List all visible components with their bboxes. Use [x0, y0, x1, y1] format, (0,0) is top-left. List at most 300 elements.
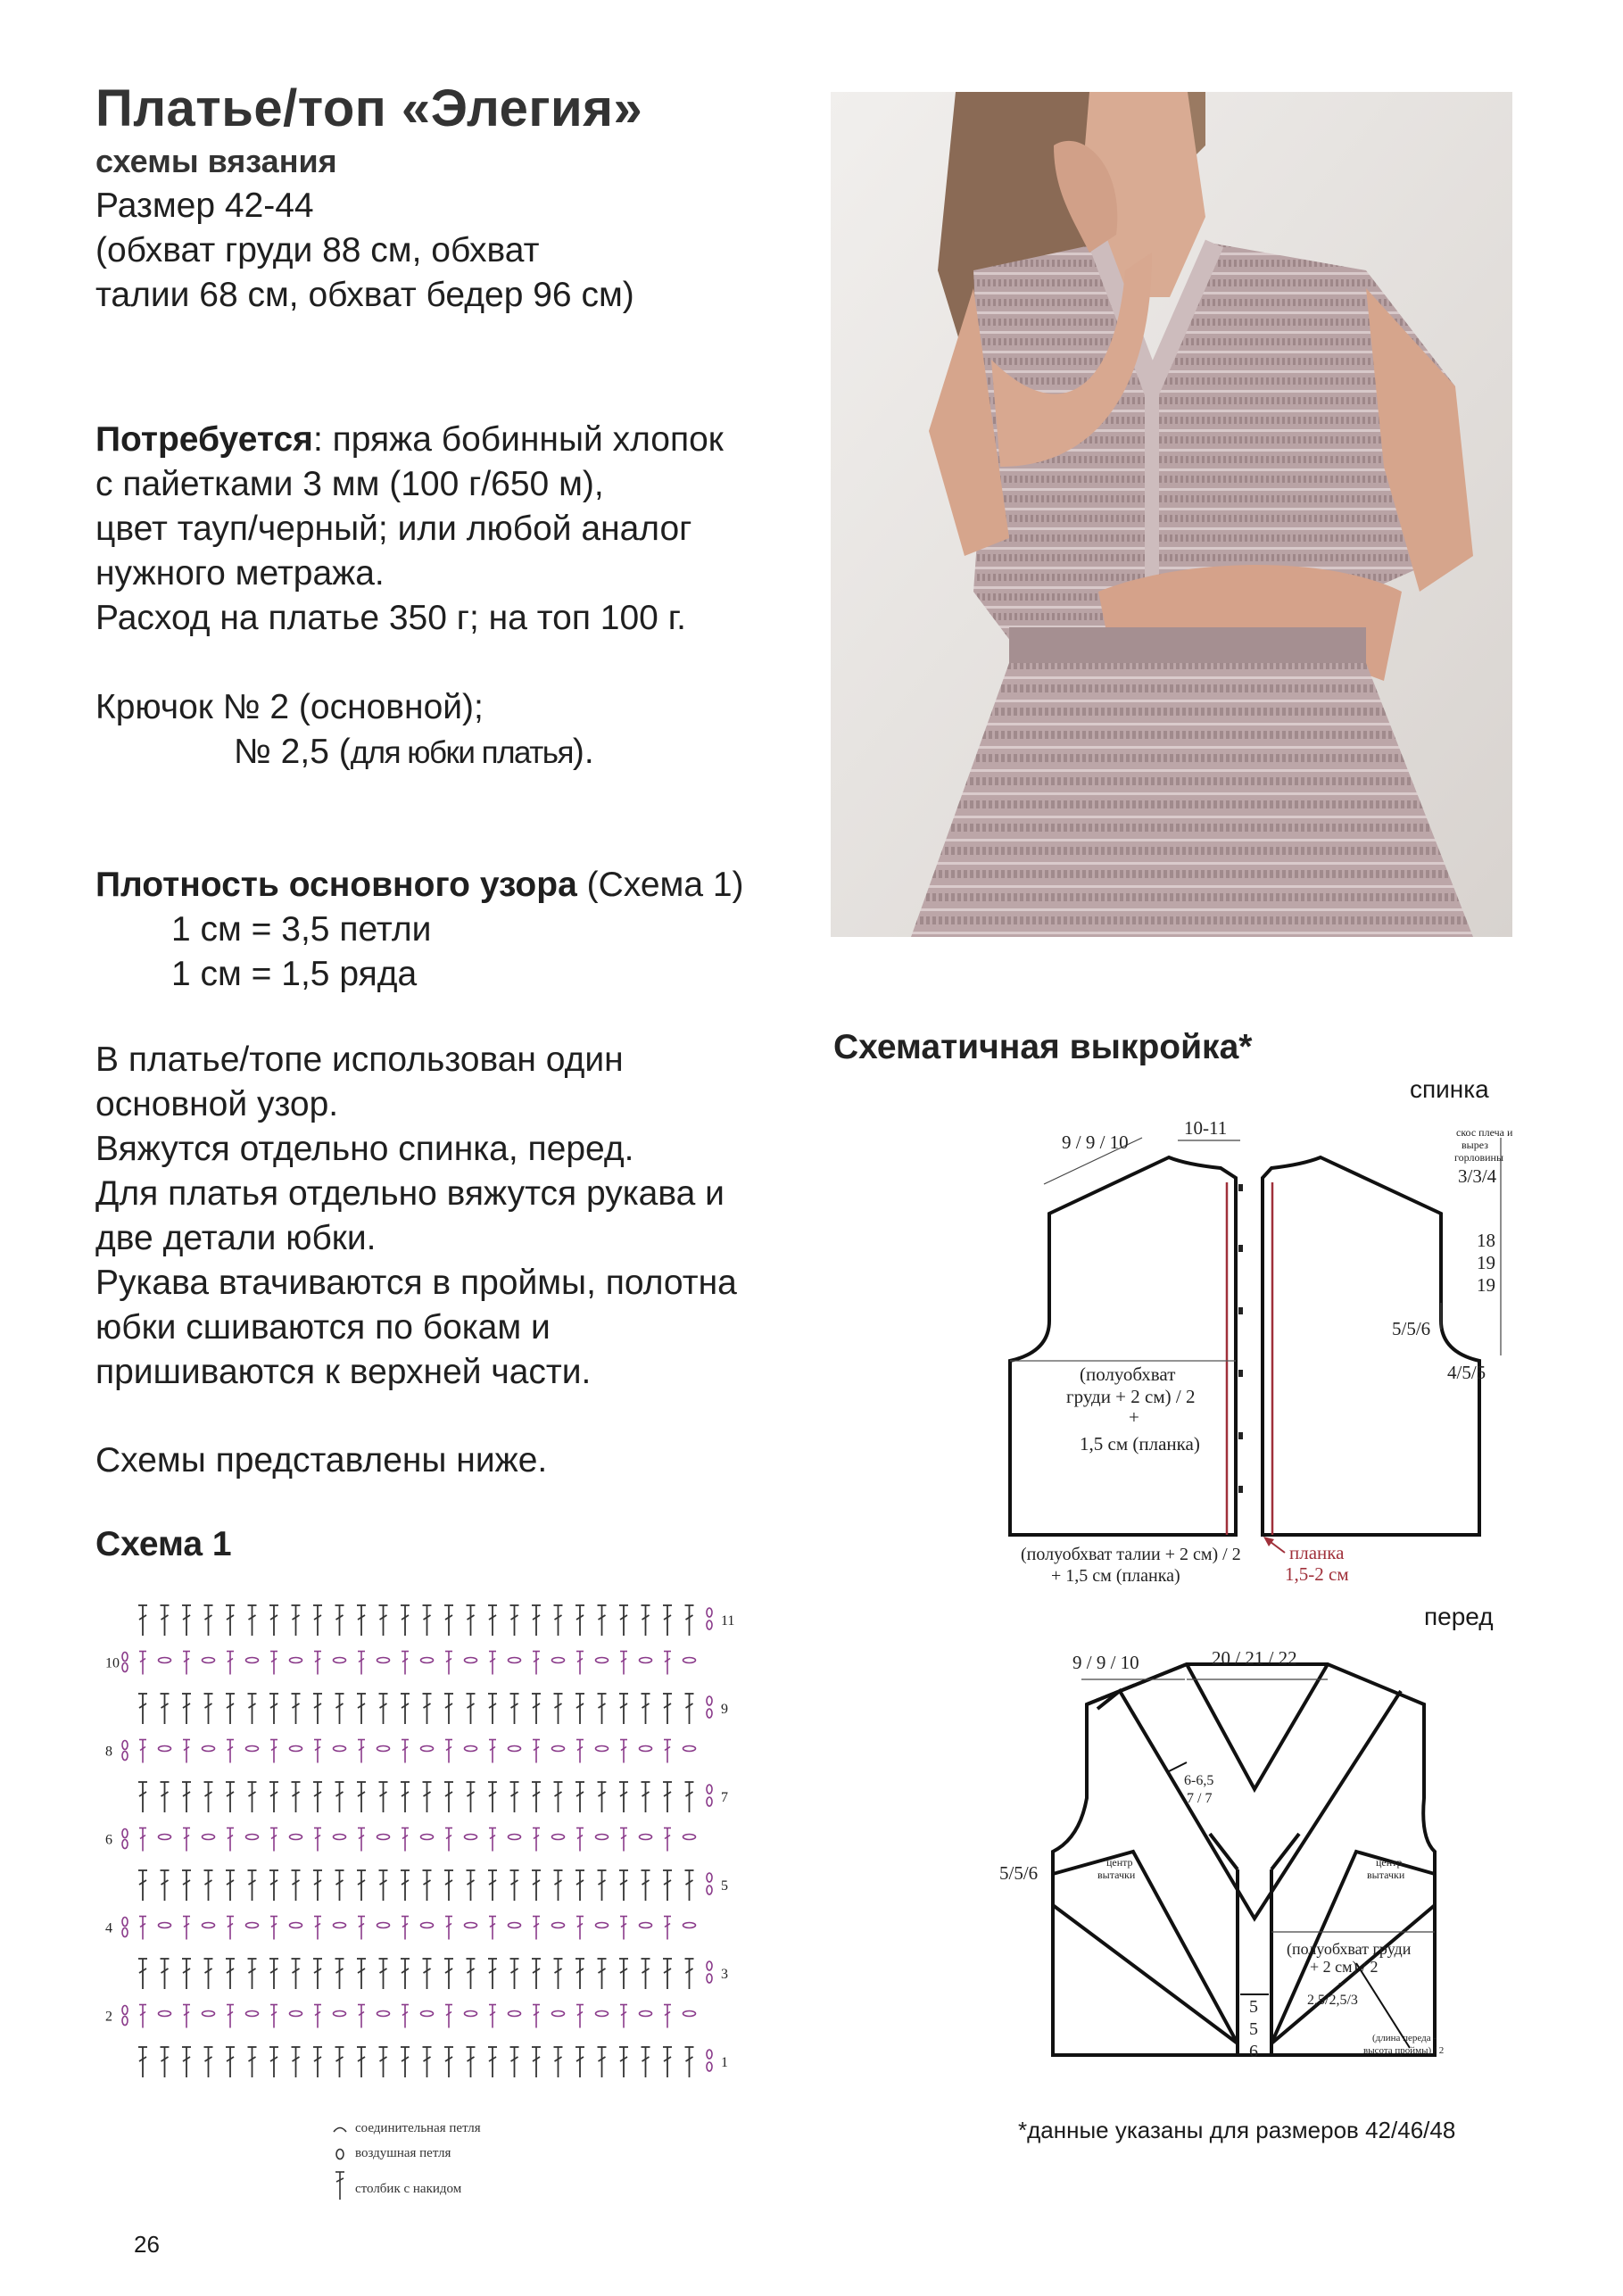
chain-stitch	[290, 1746, 302, 1752]
chart-row-label: 3	[721, 1967, 728, 1982]
double-crochet-stitch	[510, 1694, 519, 1724]
double-crochet-stitch	[204, 1694, 213, 1724]
chain-stitch	[290, 1923, 302, 1928]
double-crochet-stitch	[335, 1870, 344, 1901]
front-dart-value: 2,5/2,5/3	[1307, 1993, 1358, 2008]
front-length-1: (длина переда -	[1372, 2033, 1437, 2043]
double-crochet-stitch	[335, 2047, 344, 2077]
double-crochet-stitch	[510, 1605, 519, 1636]
chain-stitch	[683, 1835, 696, 1840]
double-crochet-stitch	[576, 1828, 584, 1852]
double-crochet-stitch	[182, 1959, 191, 1989]
chart-row-1	[138, 2047, 712, 2077]
consumption-line: Расход на платье 350 г; на топ 100 г.	[95, 599, 687, 637]
double-crochet-stitch	[204, 1959, 213, 1989]
gauge-ref: (Схема 1)	[576, 866, 744, 904]
back-pattern	[990, 1102, 1526, 1606]
front-bust-2: + 2 см) / 2	[1310, 1958, 1379, 1976]
description-line: юбки сшиваются по бокам и	[95, 1308, 551, 1347]
double-crochet-stitch	[510, 2047, 519, 2077]
double-crochet-stitch	[685, 1959, 694, 1989]
double-crochet-stitch	[313, 1870, 322, 1901]
double-crochet-stitch	[664, 1917, 671, 1940]
chain-stitch	[596, 1658, 609, 1663]
description-line: пришиваются к верхней части.	[95, 1353, 592, 1391]
double-crochet-stitch	[269, 1959, 278, 1989]
double-crochet-stitch	[270, 1652, 277, 1675]
double-crochet-stitch	[227, 1917, 234, 1940]
double-crochet-stitch	[402, 1917, 409, 1940]
chain-stitch	[334, 1835, 346, 1840]
double-crochet-stitch	[204, 1782, 213, 1812]
double-crochet-stitch	[532, 1959, 541, 1989]
double-crochet-stitch	[182, 1782, 191, 1812]
double-crochet-stitch	[467, 1694, 476, 1724]
page-title: Платье/топ «Элегия»	[95, 79, 643, 137]
double-crochet-stitch	[357, 1959, 366, 1989]
double-crochet-stitch	[642, 1959, 650, 1989]
legend-slip-stitch	[328, 2119, 596, 2143]
double-crochet-stitch	[139, 2005, 146, 2028]
chain-stitch	[377, 1923, 390, 1928]
double-crochet-stitch	[138, 1782, 147, 1812]
chain-stitch	[596, 1835, 609, 1840]
double-crochet-stitch	[489, 1828, 496, 1852]
chain-stitch	[290, 1835, 302, 1840]
double-crochet-stitch	[183, 1740, 190, 1763]
double-crochet-stitch	[182, 1694, 191, 1724]
double-crochet-stitch	[444, 1959, 453, 1989]
double-crochet-stitch	[227, 1652, 234, 1675]
chain-stitch	[246, 1746, 259, 1752]
double-crochet-stitch	[664, 1828, 671, 1852]
double-crochet-stitch	[576, 1740, 584, 1763]
double-crochet-stitch	[467, 2047, 476, 2077]
double-crochet-stitch	[401, 1605, 410, 1636]
double-crochet-stitch	[292, 2047, 301, 2077]
hook-close: ).	[572, 733, 594, 771]
double-crochet-stitch	[685, 1605, 694, 1636]
double-crochet-stitch	[532, 1694, 541, 1724]
page-number: 26	[134, 2231, 160, 2258]
chain-stitch	[683, 1923, 696, 1928]
double-crochet-stitch	[248, 2047, 257, 2077]
double-crochet-stitch	[183, 1828, 190, 1852]
chart-row-6	[122, 1828, 696, 1852]
double-crochet-stitch	[488, 1782, 497, 1812]
double-crochet-stitch	[269, 1694, 278, 1724]
double-crochet-stitch	[269, 1870, 278, 1901]
double-crochet-stitch	[663, 2047, 672, 2077]
double-crochet-stitch	[270, 1917, 277, 1940]
double-crochet-stitch	[248, 1782, 257, 1812]
description-line: Вяжутся отдельно спинка, перед.	[95, 1130, 634, 1168]
double-crochet-stitch	[139, 1828, 146, 1852]
hook-size: № 2,5 (	[234, 733, 351, 771]
double-crochet-stitch	[554, 1605, 563, 1636]
double-crochet-stitch	[226, 1959, 235, 1989]
chain-stitch	[246, 1835, 259, 1840]
double-crochet-stitch	[444, 1694, 453, 1724]
chain-stitch	[203, 1835, 215, 1840]
chain-stitch	[640, 1746, 652, 1752]
front-center-3: 6	[1249, 2042, 1258, 2061]
double-crochet-stitch	[423, 1870, 432, 1901]
double-crochet-stitch	[533, 2005, 540, 2028]
double-crochet-stitch	[423, 2047, 432, 2077]
double-crochet-stitch	[269, 2047, 278, 2077]
back-left-outline	[1010, 1157, 1236, 1535]
double-crochet-stitch	[314, 1917, 321, 1940]
double-crochet-stitch	[619, 1959, 628, 1989]
double-crochet-stitch	[510, 1870, 519, 1901]
back-slope-value: 3/3/4	[1458, 1165, 1497, 1187]
measurements-line-1: (обхват груди 88 см, обхват	[95, 231, 540, 269]
double-crochet-stitch	[226, 1870, 235, 1901]
materials-text: : пряжа бобинный хлопок	[312, 420, 724, 459]
double-crochet-stitch	[379, 1870, 388, 1901]
double-crochet-stitch	[183, 1917, 190, 1940]
hook-purpose: для юбки платья	[350, 735, 573, 770]
double-crochet-stitch	[598, 1694, 607, 1724]
chain-stitch	[465, 1658, 477, 1663]
double-crochet-stitch	[642, 1782, 650, 1812]
double-crochet-stitch	[576, 1605, 584, 1636]
back-armhole-2: 19	[1477, 1252, 1495, 1273]
double-crochet-stitch	[533, 1740, 540, 1763]
double-crochet-stitch	[619, 1870, 628, 1901]
chart-row-label: 1	[721, 2055, 728, 2070]
chart-row-label: 9	[721, 1702, 728, 1717]
double-crochet-stitch	[402, 1740, 409, 1763]
back-shoulder-label: 9 / 9 / 10	[1062, 1131, 1129, 1153]
back-slope-note-1: скос плеча и	[1456, 1126, 1513, 1139]
double-crochet-stitch	[402, 1828, 409, 1852]
placket-buttons	[1238, 1184, 1243, 1493]
double-crochet-stitch	[488, 1959, 497, 1989]
double-crochet-stitch	[663, 1782, 672, 1812]
chain-stitch	[377, 1658, 390, 1663]
double-crochet-stitch	[248, 1870, 257, 1901]
legend-double-crochet-text: столбик с накидом	[355, 2182, 462, 2196]
front-length-2: высота проймы) / 2	[1363, 2045, 1445, 2056]
double-crochet-stitch	[444, 1870, 453, 1901]
double-crochet-stitch	[664, 1740, 671, 1763]
dress-photo	[831, 92, 1512, 937]
double-crochet-stitch	[227, 1828, 234, 1852]
scheme1-chart	[105, 1606, 783, 2093]
chain-stitch	[246, 2011, 259, 2017]
chain-stitch	[509, 2011, 521, 2017]
double-crochet-stitch	[598, 1870, 607, 1901]
double-crochet-stitch	[620, 1917, 627, 1940]
chart-row-label: 11	[721, 1613, 735, 1629]
chain-stitch	[334, 1923, 346, 1928]
double-crochet-stitch	[379, 1605, 388, 1636]
double-crochet-stitch	[313, 1959, 322, 1989]
double-crochet-stitch	[488, 1605, 497, 1636]
back-bust-4: 1,5 см (планка)	[1080, 1433, 1200, 1455]
double-crochet-stitch	[248, 1605, 257, 1636]
double-crochet-stitch	[314, 2005, 321, 2028]
double-crochet-stitch	[226, 1782, 235, 1812]
double-crochet-stitch	[598, 2047, 607, 2077]
double-crochet-stitch	[489, 1740, 496, 1763]
legend-slip-stitch-text: соединительная петля	[355, 2121, 481, 2135]
front-pattern	[999, 1637, 1508, 2088]
chain-stitch	[465, 1835, 477, 1840]
double-crochet-stitch	[139, 1740, 146, 1763]
chart-row-7	[138, 1782, 712, 1812]
double-crochet-stitch	[138, 2047, 147, 2077]
chain-stitch	[203, 1746, 215, 1752]
chain-stitch	[203, 1658, 215, 1663]
double-crochet-stitch	[619, 1694, 628, 1724]
chart-row-10	[122, 1652, 696, 1675]
double-crochet-stitch	[358, 1652, 365, 1675]
double-crochet-stitch	[313, 1782, 322, 1812]
slip-stitch-icon	[332, 2123, 348, 2134]
double-crochet-stitch	[226, 1694, 235, 1724]
double-crochet-stitch	[357, 1694, 366, 1724]
double-crochet-stitch	[227, 2005, 234, 2028]
front-dart-left	[1053, 1852, 1238, 2043]
scheme1-title: Схема 1	[95, 1525, 232, 1563]
chart-row-label: 6	[105, 1832, 112, 1848]
double-crochet-stitch	[401, 1870, 410, 1901]
double-crochet-stitch	[445, 1652, 452, 1675]
front-yoke	[1097, 1691, 1401, 1919]
double-crochet-stitch	[510, 1782, 519, 1812]
double-crochet-stitch	[402, 2005, 409, 2028]
double-crochet-stitch	[161, 1694, 170, 1724]
double-crochet-stitch	[358, 1828, 365, 1852]
chain-stitch	[377, 2011, 390, 2017]
double-crochet-stitch	[358, 1917, 365, 1940]
chain-stitch	[246, 1923, 259, 1928]
double-crochet-stitch	[619, 1605, 628, 1636]
chain-stitch	[552, 1923, 565, 1928]
double-crochet-stitch	[270, 1828, 277, 1852]
double-crochet-stitch	[401, 1694, 410, 1724]
double-crochet-stitch	[204, 2047, 213, 2077]
chain-stitch	[509, 1923, 521, 1928]
double-crochet-stitch	[379, 1782, 388, 1812]
description-line: две детали юбки.	[95, 1219, 377, 1257]
double-crochet-stitch	[182, 2047, 191, 2077]
double-crochet-stitch	[642, 1870, 650, 1901]
double-crochet-stitch	[620, 1740, 627, 1763]
double-crochet-stitch	[488, 2047, 497, 2077]
double-crochet-stitch	[401, 1782, 410, 1812]
back-right-outline	[1263, 1157, 1479, 1535]
chain-stitch	[421, 1746, 434, 1752]
double-crochet-stitch	[598, 1782, 607, 1812]
back-armhole-side: 5/5/6	[1392, 1318, 1431, 1339]
chain-stitch	[640, 1923, 652, 1928]
double-crochet-stitch	[423, 1782, 432, 1812]
double-crochet-stitch	[663, 1694, 672, 1724]
double-crochet-stitch	[204, 1605, 213, 1636]
front-bust-minus: -	[1338, 1973, 1344, 1991]
chain-stitch	[334, 2011, 346, 2017]
double-crochet-stitch	[467, 1782, 476, 1812]
gauge-label: Плотность основного узора	[95, 866, 577, 904]
double-crochet-stitch	[270, 1740, 277, 1763]
chain-stitch	[509, 1835, 521, 1840]
chain-stitch	[377, 1746, 390, 1752]
back-waist-2: + 1,5 см (планка)	[1051, 1566, 1180, 1586]
gauge-heading	[95, 863, 744, 908]
double-crochet-stitch	[467, 1870, 476, 1901]
double-crochet-stitch	[335, 1605, 344, 1636]
hook-line-2	[234, 730, 594, 775]
chain-stitch	[421, 2011, 434, 2017]
back-armhole-3: 19	[1477, 1274, 1495, 1296]
chain-stitch	[159, 1835, 171, 1840]
double-crochet-stitch	[402, 1652, 409, 1675]
chain-stitch	[290, 1658, 302, 1663]
chain-stitch	[334, 1658, 346, 1663]
chain-stitch	[552, 1746, 565, 1752]
back-waist-1: (полуобхват талии + 2 см) / 2	[1021, 1545, 1241, 1564]
chain-stitch	[377, 1835, 390, 1840]
legend-double-crochet	[328, 2168, 596, 2203]
double-crochet-stitch	[663, 1959, 672, 1989]
pattern-footnote: *данные указаны для размеров 42/46/48	[1018, 2117, 1456, 2143]
chain-stitch	[640, 1835, 652, 1840]
back-bust-side: 4/5/5	[1447, 1362, 1486, 1383]
chart-row-label: 7	[721, 1790, 728, 1805]
double-crochet-stitch	[598, 1605, 607, 1636]
chain-stitch	[509, 1658, 521, 1663]
front-armhole: 5/5/6	[999, 1862, 1039, 1884]
double-crochet-stitch	[444, 1782, 453, 1812]
chain-stitch	[683, 1746, 696, 1752]
double-crochet-stitch	[664, 2005, 671, 2028]
chain-stitch	[246, 1658, 259, 1663]
double-crochet-stitch	[642, 2047, 650, 2077]
chart-row-3	[138, 1959, 712, 1989]
chart-row-8	[122, 1740, 696, 1763]
chain-stitch	[159, 1746, 171, 1752]
chain-stitch	[290, 2011, 302, 2017]
front-v-2: 7 / 7	[1187, 1791, 1213, 1806]
double-crochet-stitch	[533, 1652, 540, 1675]
chain-stitch	[159, 1658, 171, 1663]
double-crochet-stitch	[226, 2047, 235, 2077]
back-bust-1: (полуобхват	[1080, 1364, 1176, 1385]
double-crochet-stitch	[161, 1605, 170, 1636]
double-crochet-stitch	[183, 2005, 190, 2028]
double-crochet-stitch	[445, 1740, 452, 1763]
double-crochet-stitch	[227, 1740, 234, 1763]
double-crochet-stitch	[532, 2047, 541, 2077]
materials-line-4: нужного метража.	[95, 554, 385, 593]
double-crochet-stitch	[576, 1694, 584, 1724]
chart-row-2	[122, 2005, 696, 2028]
double-crochet-stitch	[532, 1605, 541, 1636]
double-crochet-stitch	[488, 1870, 497, 1901]
double-crochet-stitch	[182, 1605, 191, 1636]
double-crochet-stitch	[248, 1959, 257, 1989]
double-crochet-stitch	[292, 1694, 301, 1724]
double-crochet-stitch	[619, 2047, 628, 2077]
double-crochet-stitch	[663, 1870, 672, 1901]
description-line: Рукава втачиваются в проймы, полотна	[95, 1264, 737, 1302]
double-crochet-stitch	[554, 1959, 563, 1989]
double-crochet-stitch	[335, 1959, 344, 1989]
double-crochet-stitch	[379, 1694, 388, 1724]
double-crochet-stitch	[379, 1959, 388, 1989]
double-crochet-stitch	[161, 1870, 170, 1901]
double-crochet-stitch	[226, 1605, 235, 1636]
double-crochet-stitch	[467, 1959, 476, 1989]
double-crochet-stitch	[685, 1782, 694, 1812]
double-crochet-stitch	[444, 1605, 453, 1636]
scheme1-legend	[328, 2119, 596, 2203]
double-crochet-stitch	[292, 1959, 301, 1989]
front-label: перед	[1424, 1603, 1494, 1630]
materials-line-2: с пайетками 3 мм (100 г/650 м),	[95, 465, 604, 503]
placket-width: 1,5-2 см	[1285, 1563, 1349, 1585]
back-label: спинка	[1410, 1075, 1489, 1103]
chain-stitch	[509, 1746, 521, 1752]
double-crochet-stitch	[576, 2047, 584, 2077]
back-bust-plus: +	[1129, 1406, 1139, 1428]
double-crochet-icon	[332, 2169, 348, 2201]
double-crochet-stitch	[532, 1870, 541, 1901]
double-crochet-stitch	[576, 1870, 584, 1901]
double-crochet-stitch	[138, 1959, 147, 1989]
double-crochet-stitch	[598, 1959, 607, 1989]
double-crochet-stitch	[576, 1782, 584, 1812]
chart-row-label: 10	[105, 1655, 120, 1671]
double-crochet-stitch	[204, 1870, 213, 1901]
double-crochet-stitch	[576, 1652, 584, 1675]
double-crochet-stitch	[467, 1605, 476, 1636]
chart-row-label: 2	[105, 2009, 112, 2025]
double-crochet-stitch	[664, 1652, 671, 1675]
chain-stitch	[421, 1658, 434, 1663]
double-crochet-stitch	[313, 1694, 322, 1724]
double-crochet-stitch	[248, 1694, 257, 1724]
double-crochet-stitch	[335, 1694, 344, 1724]
double-crochet-stitch	[423, 1694, 432, 1724]
double-crochet-stitch	[554, 2047, 563, 2077]
chain-stitch-icon	[334, 2148, 346, 2160]
double-crochet-stitch	[685, 2047, 694, 2077]
description-line: основной узор.	[95, 1085, 339, 1123]
page-subtitle: схемы вязания	[95, 143, 337, 179]
double-crochet-stitch	[314, 1740, 321, 1763]
double-crochet-stitch	[619, 1782, 628, 1812]
double-crochet-stitch	[314, 1828, 321, 1852]
double-crochet-stitch	[685, 1870, 694, 1901]
double-crochet-stitch	[489, 2005, 496, 2028]
chain-stitch	[640, 2011, 652, 2017]
front-dart-right-1: центр	[1376, 1856, 1403, 1869]
double-crochet-stitch	[423, 1959, 432, 1989]
double-crochet-stitch	[357, 1782, 366, 1812]
chain-stitch	[465, 2011, 477, 2017]
double-crochet-stitch	[292, 1782, 301, 1812]
double-crochet-stitch	[313, 1605, 322, 1636]
chain-stitch	[421, 1923, 434, 1928]
double-crochet-stitch	[269, 1605, 278, 1636]
double-crochet-stitch	[663, 1605, 672, 1636]
double-crochet-stitch	[161, 1782, 170, 1812]
